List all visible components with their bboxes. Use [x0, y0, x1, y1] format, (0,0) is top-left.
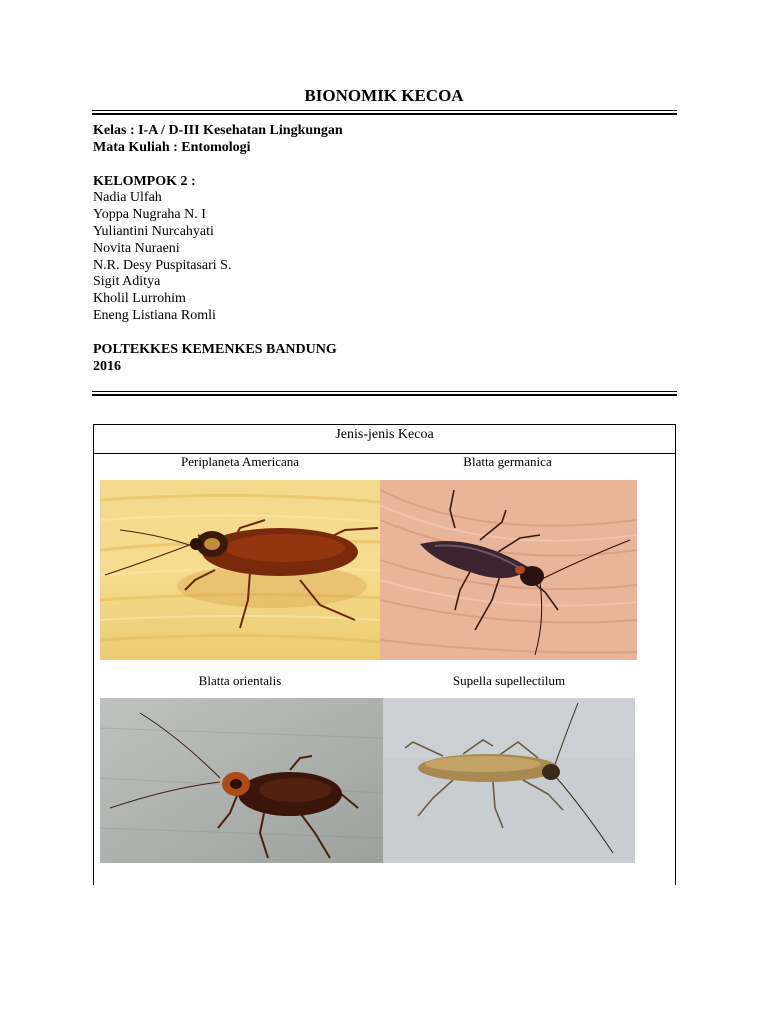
species-caption: Blatta germanica — [463, 454, 552, 469]
header-divider — [92, 391, 677, 396]
table-header: Jenis-jenis Kecoa — [94, 425, 675, 454]
cockroach-photo — [100, 480, 380, 660]
title-divider — [92, 110, 677, 115]
document-title: BIONOMIK KECOA — [304, 86, 464, 105]
species-caption: Blatta orientalis — [198, 673, 282, 688]
institution-name: POLTEKKES KEMENKES BANDUNG — [93, 341, 337, 357]
cockroach-photo — [100, 698, 383, 863]
member-item: Yoppa Nugraha N. I — [93, 207, 206, 223]
species-caption: Supella supellectilum — [452, 673, 566, 688]
group-heading: KELOMPOK 2 : — [93, 173, 196, 189]
member-item: Nadia Ulfah — [93, 190, 162, 206]
member-item: Novita Nuraeni — [93, 240, 180, 256]
course-line: Mata Kuliah : Entomologi — [93, 139, 251, 155]
document-year: 2016 — [93, 358, 121, 374]
member-item: Yuliantini Nurcahyati — [93, 223, 214, 239]
species-caption: Periplaneta Americana — [180, 454, 300, 469]
cockroach-photo — [383, 698, 635, 863]
class-line: Kelas : I-A / D-III Kesehatan Lingkungan — [93, 123, 343, 138]
member-item: Sigit Aditya — [93, 274, 161, 290]
member-item: Eneng Listiana Romli — [93, 307, 216, 323]
cockroach-photo — [380, 480, 637, 660]
member-item: Kholil Lurrohim — [93, 291, 186, 307]
member-item: N.R. Desy Puspitasari S. — [93, 257, 232, 273]
document-info — [93, 123, 343, 375]
